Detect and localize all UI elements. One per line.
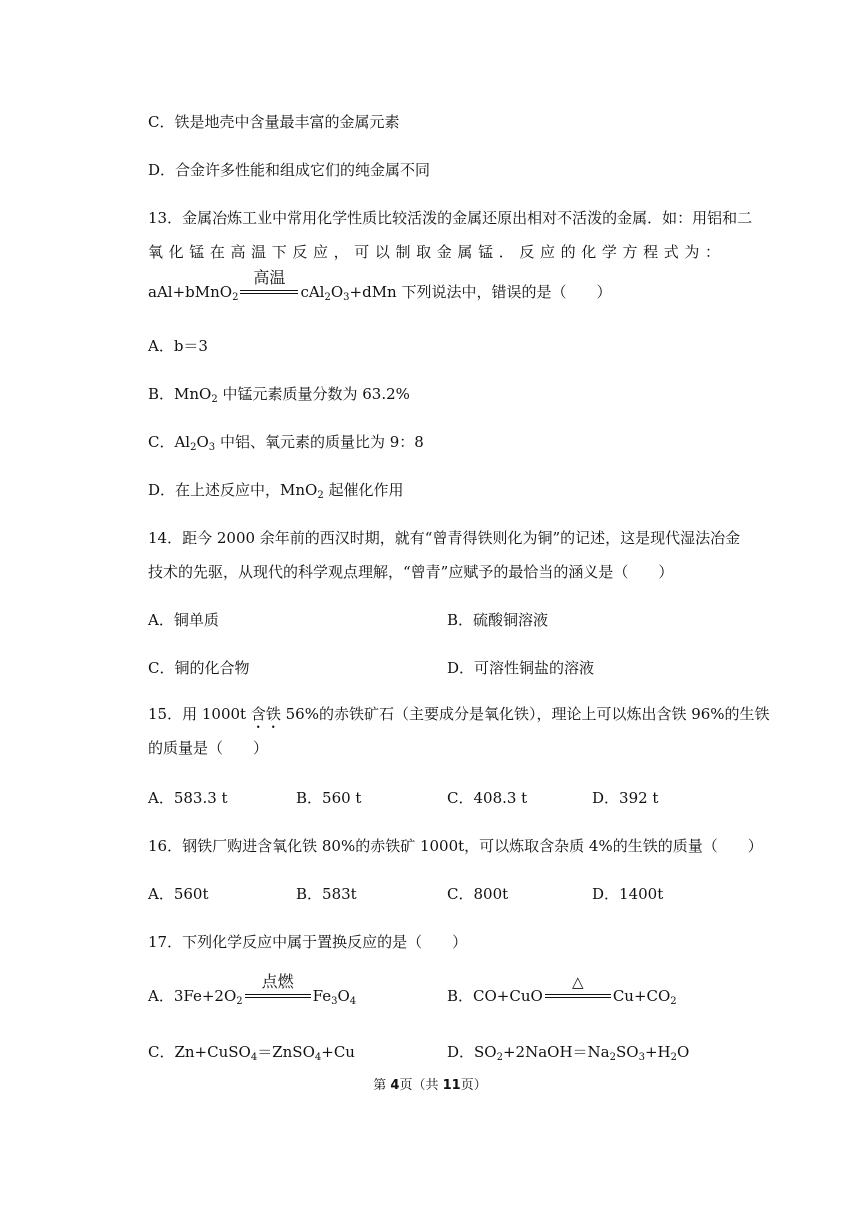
heat-triangle-icon: △: [572, 973, 584, 991]
q17-stem: 17．下列化学反应中属于置换反应的是（ ）: [148, 933, 468, 951]
q16-stem: 16．钢铁厂购进含氧化铁 80%的赤铁矿 1000t，可以炼取含杂质 4%的生铁的质量（ ）: [148, 837, 763, 855]
q16-option-d: D．1400t: [592, 885, 664, 903]
condition-ignite: 点燃: [261, 972, 294, 991]
subscript: 2: [190, 442, 197, 453]
eq-product-o: O: [330, 283, 344, 301]
q15-option-a: A．583.3 t: [148, 789, 228, 807]
q12-option-d: D．合金许多性能和组成它们的纯金属不同: [148, 161, 431, 179]
subscript: 4: [314, 1052, 322, 1063]
option-text: +H: [644, 1043, 671, 1061]
subscript: 2: [232, 292, 239, 303]
footer-text: 第: [373, 1078, 391, 1093]
subscript: 2: [317, 490, 324, 501]
q12-option-c: C．铁是地壳中含量最丰富的金属元素: [148, 113, 400, 131]
option-text: A．3Fe+2O: [148, 987, 237, 1005]
footer-text: 页（共: [399, 1078, 443, 1093]
q17-option-d: [447, 1042, 689, 1062]
page-footer: [0, 1076, 860, 1096]
option-text: O: [676, 1043, 690, 1061]
subscript: 3: [208, 442, 216, 453]
option-text: ＝ZnSO: [257, 1043, 315, 1061]
option-text: Fe: [312, 987, 332, 1005]
reaction-condition-arrow: [238, 268, 300, 303]
q16-option-b: B．583t: [296, 885, 357, 903]
option-text: C．Al: [148, 433, 191, 451]
double-bar-icon: [545, 994, 611, 998]
subscript: 2: [324, 292, 331, 303]
option-text: O: [196, 433, 209, 451]
q17-option-b: [447, 973, 677, 1007]
current-page-number: 4: [390, 1078, 400, 1093]
option-text: Cu+CO: [612, 987, 671, 1005]
subscript: 2: [609, 1052, 616, 1063]
q14-option-b: B．硫酸铜溶液: [447, 611, 549, 629]
q16-option-c: C．800t: [447, 885, 509, 903]
subscript: 3: [638, 1052, 645, 1063]
total-page-count: 11: [442, 1078, 461, 1093]
subscript: 2: [236, 996, 243, 1007]
subscript: 2: [670, 996, 677, 1007]
option-text: SO: [616, 1043, 639, 1061]
emphasized-text: 含铁: [250, 705, 281, 723]
option-text: D．SO: [447, 1043, 497, 1061]
q14-option-a: A．铜单质: [148, 611, 219, 629]
double-bar-icon: [240, 290, 298, 294]
eq-reactants: aAl+bMnO: [148, 283, 233, 301]
q14-option-d: D．可溶性铜盐的溶液: [447, 659, 595, 677]
condition-high-temp: 高温: [253, 268, 286, 287]
q17-option-c: [148, 1042, 355, 1062]
subscript: 2: [211, 394, 218, 405]
eq-product-al: cAl: [300, 283, 325, 301]
q13-equation: [148, 268, 612, 303]
q13-option-d: [148, 480, 404, 500]
q13-stem-line1: 13．金属冶炼工业中常用化学性质比较活泼的金属还原出相对不活泼的金属．如：用铝和二: [148, 209, 753, 227]
reaction-condition-arrow: [543, 973, 613, 1007]
stem-text: 56%的赤铁矿石（主要成分是氧化铁），理论上可以炼出含铁 96%的生铁: [280, 705, 770, 723]
subscript: 4: [349, 996, 357, 1007]
q15-stem-line1: [148, 704, 770, 732]
q13-option-b: [148, 384, 410, 404]
option-text: +Cu: [321, 1043, 355, 1061]
reaction-condition-arrow: [243, 972, 313, 1007]
double-bar-icon: [245, 994, 311, 998]
stem-text: 15．用 1000t: [148, 705, 251, 723]
q13-option-c: [148, 432, 424, 452]
q15-option-c: C．408.3 t: [447, 789, 528, 807]
option-text: C．Zn+CuSO: [148, 1043, 251, 1061]
q15-stem-line2: 的质量是（ ）: [148, 739, 269, 757]
subscript: 2: [670, 1052, 677, 1063]
subscript: 3: [343, 292, 350, 303]
eq-tail: +dMn 下列说法中，错误的是（ ）: [349, 283, 612, 301]
q16-option-a: A．560t: [148, 885, 209, 903]
q14-stem-line2: 技术的先驱，从现代的科学观点理解，“曾青”应赋予的最恰当的涵义是（ ）: [148, 563, 674, 581]
option-text: 中铝、氧元素的质量比为 9：8: [215, 433, 424, 451]
subscript: 4: [250, 1052, 258, 1063]
subscript: 2: [496, 1052, 503, 1063]
option-text: 中锰元素质量分数为 63.2%: [217, 385, 410, 403]
q15-option-b: B．560 t: [296, 789, 362, 807]
option-text: O: [337, 987, 350, 1005]
q14-stem-line1: 14．距今 2000 余年前的西汉时期，就有“曾青得铁则化为铜”的记述，这是现代湿法冶金: [148, 529, 741, 547]
q17-option-a: [148, 972, 357, 1007]
footer-text: 页）: [460, 1078, 487, 1093]
option-text: D．在上述反应中，MnO: [148, 481, 318, 499]
q15-option-d: D．392 t: [592, 789, 659, 807]
option-text: +2NaOH＝Na: [502, 1043, 610, 1061]
option-text: B．CO+CuO: [447, 987, 543, 1005]
q13-stem-line2: 氧化锰在高温下反应，可以制取金属锰．反应的化学方程式为：: [148, 243, 720, 261]
option-text: 起催化作用: [323, 481, 404, 499]
q13-option-a: A．b＝3: [148, 337, 208, 355]
subscript: 3: [331, 996, 338, 1007]
q14-option-c: C．铜的化合物: [148, 659, 250, 677]
option-text: B．MnO: [148, 385, 212, 403]
